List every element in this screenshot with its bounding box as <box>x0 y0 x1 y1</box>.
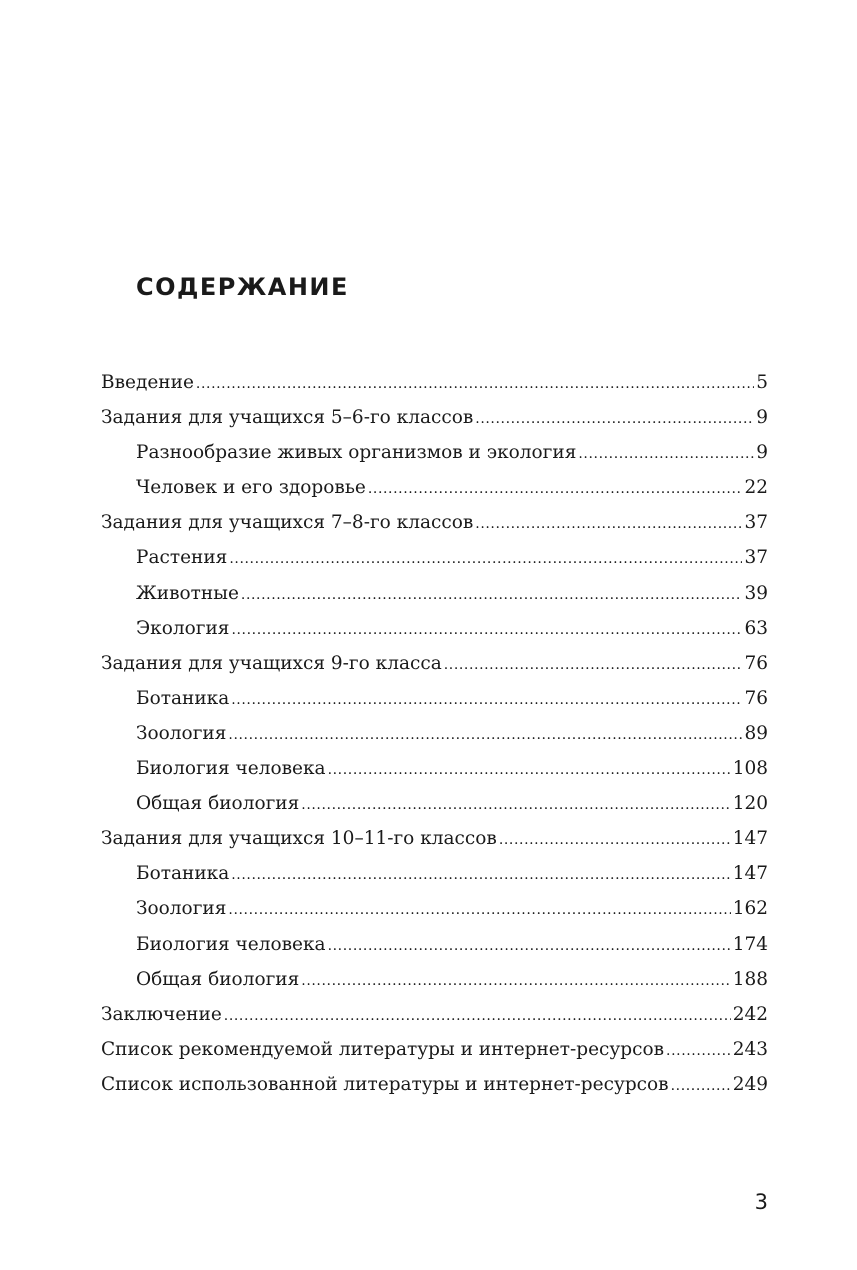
toc-entry-page: 76 <box>744 687 768 709</box>
toc-entry-title: Биология человека <box>136 758 326 780</box>
toc-entry-page: 9 <box>756 407 768 429</box>
toc-subentry <box>101 786 768 821</box>
page-number: 3 <box>754 1190 768 1214</box>
toc-subentry <box>101 856 768 891</box>
toc-entry-page: 22 <box>744 477 768 499</box>
table-of-contents <box>101 365 768 1102</box>
toc-entry-page: 242 <box>732 1003 768 1025</box>
toc-entry-page: 108 <box>732 758 768 780</box>
toc-entry <box>101 1032 768 1067</box>
toc-entry-title: Список рекомендуемой литературы и интернет-ресурсов <box>101 1038 665 1060</box>
dot-leader <box>196 365 754 402</box>
toc-entry <box>101 505 768 540</box>
dot-leader <box>228 716 742 753</box>
toc-entry-page: 37 <box>744 512 768 534</box>
toc-entry-title: Общая биология <box>136 793 300 815</box>
dot-leader <box>224 997 731 1034</box>
toc-subentry <box>101 470 768 505</box>
toc-entry-page: 249 <box>732 1073 768 1095</box>
toc-entry-page: 147 <box>732 828 768 850</box>
toc-entry-page: 89 <box>744 722 768 744</box>
toc-subentry <box>101 927 768 962</box>
dot-leader <box>444 646 743 683</box>
toc-entry <box>101 1067 768 1102</box>
toc-subentry <box>101 540 768 575</box>
toc-entry-title: Задания для учащихся 5–6-го классов <box>101 407 474 429</box>
toc-subentry <box>101 716 768 751</box>
dot-leader <box>328 751 731 788</box>
dot-leader <box>475 505 742 542</box>
toc-subentry <box>101 435 768 470</box>
dot-leader <box>499 821 731 858</box>
toc-entry-title: Заключение <box>101 1003 222 1025</box>
toc-entry-title: Животные <box>136 582 239 604</box>
toc-entry-page: 39 <box>744 582 768 604</box>
dot-leader <box>671 1067 731 1104</box>
toc-entry-title: Биология человека <box>136 933 326 955</box>
dot-leader <box>301 962 730 999</box>
toc-entry <box>101 365 768 400</box>
toc-subentry <box>101 611 768 646</box>
toc-subentry <box>101 576 768 611</box>
toc-entry-page: 188 <box>732 968 768 990</box>
toc-entry <box>101 646 768 681</box>
toc-entry-page: 243 <box>732 1038 768 1060</box>
toc-entry <box>101 400 768 435</box>
toc-entry-title: Зоология <box>136 898 227 920</box>
toc-entry-title: Введение <box>101 372 194 393</box>
toc-entry <box>101 821 768 856</box>
toc-entry-page: 9 <box>756 442 768 464</box>
toc-entry-page: 147 <box>732 863 768 885</box>
dot-leader <box>368 470 743 507</box>
toc-entry-title: Список использованной литературы и интернет-ресурсов <box>101 1073 669 1095</box>
toc-subentry <box>101 962 768 997</box>
dot-leader <box>231 611 742 648</box>
toc-entry-title: Задания для учащихся 10–11-го классов <box>101 828 497 850</box>
toc-entry-page: 174 <box>732 933 768 955</box>
toc-entry-page: 120 <box>732 793 768 815</box>
toc-subentry <box>101 751 768 786</box>
toc-entry-title: Задания для учащихся 7–8-го классов <box>101 512 474 534</box>
toc-entry-title: Общая биология <box>136 968 300 990</box>
dot-leader <box>231 856 730 893</box>
dot-leader <box>578 435 754 472</box>
toc-subentry <box>101 681 768 716</box>
toc-entry-title: Растения <box>136 547 228 569</box>
page-title: СОДЕРЖАНИЕ <box>136 273 349 301</box>
dot-leader <box>301 786 730 823</box>
toc-entry-title: Человек и его здоровье <box>136 477 366 499</box>
toc-subentry <box>101 891 768 926</box>
toc-entry-title: Ботаника <box>136 687 230 709</box>
toc-entry-page: 63 <box>744 617 768 639</box>
toc-entry-page: 76 <box>744 652 768 674</box>
dot-leader <box>228 891 730 928</box>
toc-entry-title: Разнообразие живых организмов и экология <box>136 442 577 464</box>
dot-leader <box>666 1032 731 1069</box>
toc-entry-title: Экология <box>136 617 230 639</box>
toc-entry-title: Задания для учащихся 9-го класса <box>101 652 442 674</box>
toc-entry-page: 5 <box>756 372 768 393</box>
toc-entry-title: Зоология <box>136 722 227 744</box>
toc-entry-title: Ботаника <box>136 863 230 885</box>
toc-entry <box>101 997 768 1032</box>
dot-leader <box>241 576 743 613</box>
dot-leader <box>231 681 742 718</box>
dot-leader <box>229 540 742 577</box>
dot-leader <box>475 400 754 437</box>
toc-entry-page: 162 <box>732 898 768 920</box>
dot-leader <box>328 927 731 964</box>
toc-entry-page: 37 <box>744 547 768 569</box>
